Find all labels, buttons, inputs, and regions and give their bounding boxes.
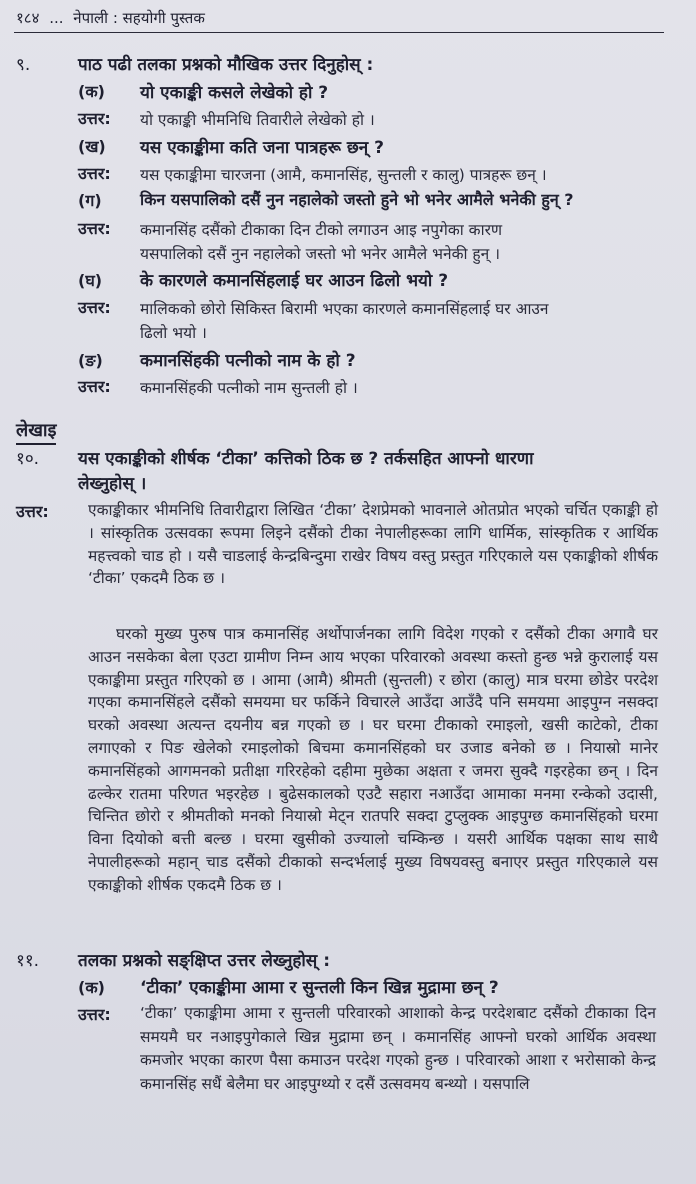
item-label: (घ) bbox=[78, 271, 103, 290]
item-label: (ङ) bbox=[78, 351, 103, 370]
answer-label: उत्तर: bbox=[78, 1005, 111, 1024]
question-number: ९. bbox=[16, 55, 31, 75]
header-ellipsis: ... bbox=[49, 9, 64, 27]
book-title: नेपाली : सहयोगी पुस्तक bbox=[73, 9, 205, 27]
item-question: ‘टीका’ एकाङ्कीमा आमा र सुन्तली किन खिन्न मुद्रामा छन् ? bbox=[140, 978, 499, 998]
answer-label: उत्तर: bbox=[78, 298, 111, 317]
answer-label: उत्तर: bbox=[78, 377, 111, 396]
page-number: १८४ bbox=[16, 9, 40, 27]
item-label: (क) bbox=[78, 82, 105, 101]
page-header bbox=[14, 8, 664, 33]
answer-text: मालिकको छोरो सिकिस्त बिरामी भएका कारणले कमानसिंहलाई घर आउन bbox=[140, 300, 549, 318]
question-instruction: तलका प्रश्नको सङ्क्षिप्त उत्तर लेख्नुहोस् : bbox=[78, 951, 331, 971]
item-label: (ख) bbox=[78, 137, 106, 156]
answer-label: उत्तर: bbox=[78, 219, 111, 238]
answer-paragraph: घरको मुख्य पुरुष पात्र कमानसिंह अर्थोपार्जनका लागि विदेश गएको र दसैंको टीका अगावै घर आउन नसकेका बेला एउटा ग्रामीण निम्न आय भएका परिवारको अवस्था कस्तो हुन्छ भन्ने कुरालाई यस एकाङ्कीमा प्रस्तुत गरिएको छ । आमा (आमै) श्रीमती (सुन्तली) र छोरा (कालु) मात्र घरमा छोडेर परदेश गएका कमानसिंहले दसैंको समयमा घर फर्किने विचारले आउँदा आउँदै पनि समयमा आइपुग्न नसक्दा घरको अवस्था अत्यन्त दयनीय बन्न गएको छ । घर घरमा टीकाको रमाइलो, खसी काटेको, टीका लगाएको र पिङ खेलेको रमाइलोको बिचमा कमानसिंहको घर उजाड बनेको छ । नियास्रो मानेर कमानसिंहको आगमनको प्रतीक्षा गरिरहेको दहीमा मुछेका अक्षता र जमरा सुक्दै गइरहेका छन् । दिन ढल्केर रातमा परिणत भइरहेछ । बुढेसकालको एउटै सहारा नआउँदा आमाका मनमा रन्केको उदासी, चिन्तित छोरो र श्रीमतीको मनको नियास्रो मेट्न रातपरि सक्दा टुप्लुक्क आइपुग्छ कमानसिंहको घरमा विना दियोको बत्ती बल्छ । घरमा खुसीको उज्यालो चम्किन्छ । यसरी आर्थिक पक्षका साथ साथै नेपालीहरूको महान् चाड दसैंको टीकाको सन्दर्भलाई मुख्य विषयवस्तु बनाएर प्रस्तुत गरिएकाले यस एकाङ्कीको शीर्षक एकदमै ठिक छ । bbox=[88, 625, 658, 894]
question-number: ११. bbox=[16, 951, 40, 971]
answer-text: ढिलो भयो । bbox=[140, 324, 207, 342]
answer-label: उत्तर: bbox=[78, 164, 111, 183]
section-heading: लेखाइ bbox=[16, 418, 56, 445]
answer-text: कमानसिंह दसैंको टीकाका दिन टीको लगाउन आइ नपुगेका कारण bbox=[140, 221, 503, 239]
question-instruction: पाठ पढी तलका प्रश्नको मौखिक उत्तर दिनुहोस् : bbox=[78, 55, 374, 75]
item-label: (क) bbox=[78, 978, 105, 997]
item-question: कमानसिंहकी पत्नीको नाम के हो ? bbox=[140, 351, 356, 371]
question-text: लेख्नुहोस् । bbox=[78, 474, 147, 494]
question-text: यस एकाङ्कीको शीर्षक ‘टीका’ कत्तिको ठिक छ ? तर्कसहित आफ्नो धारणा bbox=[78, 449, 534, 469]
answer-text: कमानसिंहकी पत्नीको नाम सुन्तली हो । bbox=[140, 379, 358, 397]
item-question: यस एकाङ्कीमा कति जना पात्रहरू छन् ? bbox=[140, 138, 384, 158]
item-question: के कारणले कमानसिंहलाई घर आउन ढिलो भयो ? bbox=[140, 271, 449, 291]
item-label: (ग) bbox=[78, 191, 102, 210]
answer-text: यस एकाङ्कीमा चारजना (आमै, कमानसिंह, सुन्तली र कालु) पात्रहरू छन् । bbox=[140, 166, 547, 184]
item-question: यो एकाङ्की कसले लेखेको हो ? bbox=[140, 83, 329, 103]
answer-text: यसपालिको दसैं नुन नहालेको जस्तो भो भनेर आमैले भनेकी हुन् । bbox=[140, 245, 501, 263]
item-question: किन यसपालिको दसैं नुन नहालेको जस्तो हुने भो भनेर आमैले भनेकी हुन् ? bbox=[140, 190, 574, 209]
answer-paragraph: ‘टीका’ एकाङ्कीमा आमा र सुन्तली परिवारको आशाको केन्द्र परदेशबाट दसैंको टीकाका दिन समयमै घर नआइपुगेकाले खिन्न मुद्रामा छन् । कमानसिंह आफ्नो घरको आर्थिक अवस्था कमजोर भएका कारण पैसा कमाउन परदेश गएको हुन्छ । परिवारको आशा र भरोसाको केन्द्र कमानसिंह सधैं बेलैमा घर आइपुग्थ्यो र दसैं उत्सवमय बन्थ्यो । यसपालि bbox=[140, 1004, 656, 1093]
answer-label: उत्तर: bbox=[16, 502, 49, 521]
question-number: १०. bbox=[16, 449, 40, 469]
answer-paragraph: एकाङ्कीकार भीमनिधि तिवारीद्वारा लिखित ‘टीका’ देशप्रेमको भावनाले ओतप्रोत भएको चर्चित एकाङ्की हो । सांस्कृतिक उत्सवका रूपमा लिइने दसैंको टीका नेपालीहरूका लागि धार्मिक, सांस्कृतिक र आर्थिक महत्त्वको चाड हो । यसै चाडलाई केन्द्रबिन्दुमा राखेर विषय वस्तु प्रस्तुत गरिएकाले यस एकाङ्कीको शीर्षक ‘टीका’ एकदमै ठिक छ । bbox=[88, 501, 658, 588]
answer-label: उत्तर: bbox=[78, 109, 111, 128]
answer-text: यो एकाङ्की भीमनिधि तिवारीले लेखेको हो । bbox=[140, 111, 375, 129]
